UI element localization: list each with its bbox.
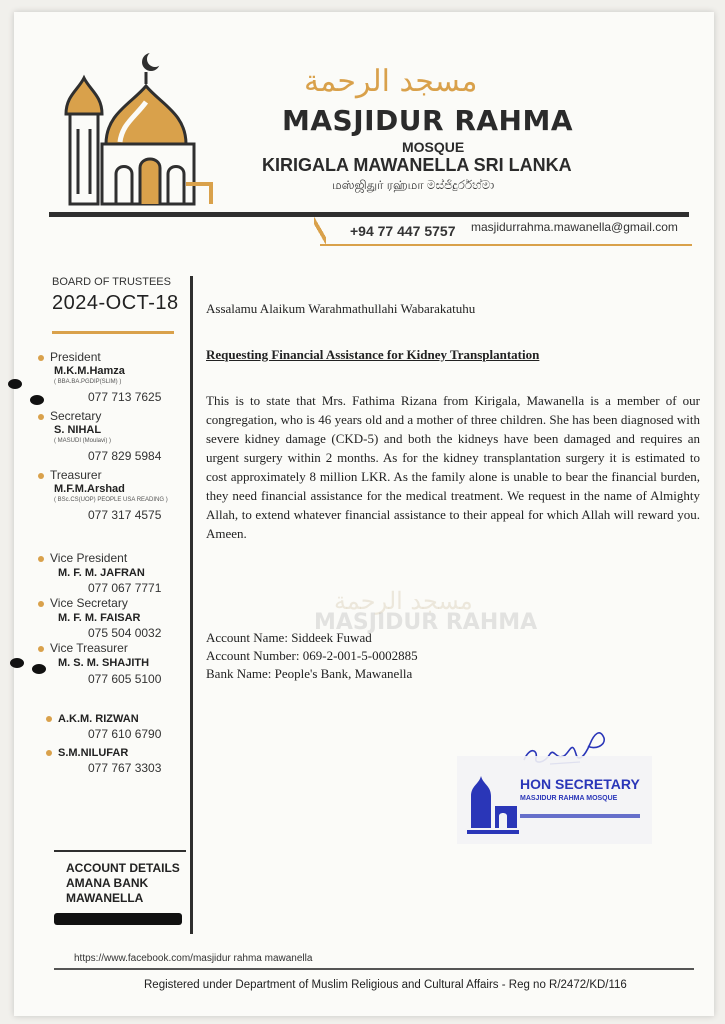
bullet-icon [46,716,52,722]
trustee-role: Secretary [38,409,101,423]
letter-subject: Requesting Financial Assistance for Kidney Transplantation [206,347,540,362]
header-divider [49,212,689,217]
letter-date: 2024-OCT-18 [52,292,179,314]
trustee-phone: 077 610 6790 [88,727,162,741]
trustee-qualification: ( MASUDI (Moulavi) ) [54,438,112,444]
bullet-icon [38,601,44,607]
account-name: Account Name: Siddeek Fuwad [206,630,372,645]
account-box-divider [54,850,186,852]
redaction-bar [54,913,182,925]
trustee-name: S. NIHAL [54,424,102,436]
trustee-phone: 077 067 7771 [88,581,162,595]
watermark-name: MASJIDUR RAHMA [314,610,538,635]
trustee-name: M. F. M. FAISAR [58,612,141,624]
sidebar-accent [52,331,174,334]
trustee-role: Treasurer [38,468,102,482]
mosque-name: MASJIDUR RAHMA [282,104,574,137]
trustee-role: Vice Secretary [38,596,128,610]
bullet-icon [38,556,44,562]
letter-body: This is to state that Mrs. Fathima Rizana from Kirigala, Mawanella is a member of our congregation, who is 46 years old and a mother of three children. She has been diagnosed with severe kidney damage (CKD-5) and both the kidneys have been damaged and requires an urgent surgery within 2 months. As for the kidney transplantation surgery it is estimated to cost approximately 8 million LKR. As the family alone is unable to bear the financial burden, they need financial assistance for the medical treatment. We request in the name of Almighty Allah, to extend whatever financial assistance to their appeal for which Allah will reward you. Ameen. [206,393,700,541]
trustee-phone: 077 829 5984 [88,449,162,463]
facebook-link[interactable]: https://www.facebook.com/masjidur rahma mawanella [74,953,313,964]
footer-divider [54,968,694,970]
trustee-name: M.K.M.Hamza [54,365,125,377]
trustee-name: A.K.M. RIZWAN [46,713,139,725]
mosque-address: KIRIGALA MAWANELLA SRI LANKA [262,155,572,175]
mosque-local-name: மஸ்ஜிதுர் ரஹ்மா මස්ජිදුර්රහ්මා [332,178,495,192]
trustee-role: Vice Treasurer [38,641,128,655]
trustee-phone: 077 317 4575 [88,508,162,522]
trustee-phone: 077 605 5100 [88,672,162,686]
account-details-branch: MAWANELLA [66,891,144,905]
trustee-role: Vice President [38,551,127,565]
watermark-arabic: مسجد الرحمة [334,587,473,615]
punch-hole [8,379,22,389]
punch-hole [10,658,24,668]
stamp-subtitle: MASJIDUR RAHMA MOSQUE [520,795,618,802]
trustee-qualification: ( BBA.BA.PGDIP(SLIM) ) [54,379,122,385]
account-number: Account Number: 069-2-001-5-0002885 [206,648,418,663]
trustee-phone: 077 767 3303 [88,761,162,775]
registration-note: Registered under Department of Muslim Religious and Cultural Affairs - Reg no R/2472/KD/116 [144,979,627,991]
bank-name: Bank Name: People's Bank, Mawanella [206,666,413,681]
account-details-bank: AMANA BANK [66,876,149,890]
header-underline [320,244,692,246]
bullet-icon [38,414,44,420]
trustee-phone: 075 504 0032 [88,626,162,640]
bullet-icon [38,646,44,652]
header-accent [314,217,326,247]
bullet-icon [38,473,44,479]
trustee-qualification: ( BSc.CS(UOP) PEOPLE USA READING ) [54,497,168,503]
bullet-icon [46,750,52,756]
account-details [66,861,180,906]
mosque-logo-icon [36,44,216,219]
trustee-role: President [38,350,101,364]
mosque-arabic-name: مسجد الرحمة [304,64,478,99]
greeting: Assalamu Alaikum Warahmathullahi Wabarakatuhu [206,301,476,316]
trustee-name: M. S. M. SHAJITH [58,657,150,669]
trustee-name: M.F.M.Arshad [54,483,125,495]
trustee-name: S.M.NILUFAR [46,747,128,759]
sidebar-divider [190,276,193,934]
bullet-icon [38,355,44,361]
stamp-title: HON SECRETARY [520,776,640,792]
punch-hole [32,664,46,674]
letter-page [14,12,714,1016]
trustee-name: M. F. M. JAFRAN [58,567,145,579]
header-email: masjidurrahma.mawanella@gmail.com [471,220,678,234]
punch-hole [30,395,44,405]
board-label: BOARD OF TRUSTEES [52,276,171,288]
account-details-title: ACCOUNT DETAILS [66,861,180,875]
header-phone: +94 77 447 5757 [350,223,456,239]
mosque-subtitle: MOSQUE [402,139,465,155]
trustee-phone: 077 713 7625 [88,390,162,404]
